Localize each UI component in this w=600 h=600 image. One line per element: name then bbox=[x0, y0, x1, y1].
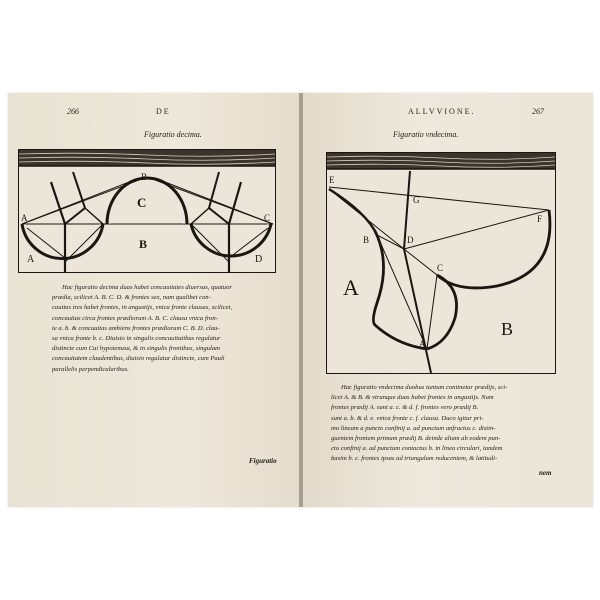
label-a-bottom: A bbox=[27, 254, 35, 265]
catchword: nem bbox=[539, 469, 552, 477]
text-line: prædia, scilicet A. B. C. D. & frontes sex, nam qualibet con- bbox=[52, 294, 211, 302]
text-line: frontes prædij A. sunt a. c. & d. f. frontes vero prædij B. bbox=[331, 404, 479, 412]
text-line: cto confinij a. ad punctum contactus b. in linea circulari, tandem bbox=[331, 445, 503, 453]
woodcut-figure-vndecima bbox=[326, 152, 556, 374]
diagram-figure-decima bbox=[19, 150, 275, 272]
label-f: F bbox=[537, 214, 543, 224]
label-c: C bbox=[437, 263, 444, 273]
page-number: 266 bbox=[67, 107, 79, 116]
label-d-bottom: D bbox=[255, 254, 263, 265]
label-b-top: B bbox=[141, 172, 148, 182]
text-line: te a. b. & concauitas ambiens frontes prædiorum C. B. D. clau- bbox=[52, 324, 220, 332]
book-spread bbox=[8, 93, 593, 507]
text-line: basim b. c. frontes ipsas ad triangulum reducentem, & latitudi- bbox=[331, 455, 498, 463]
text-line: parallelis perpendicularibus. bbox=[52, 365, 129, 373]
label-b-lower: B bbox=[139, 237, 148, 251]
running-head: DE bbox=[156, 107, 171, 116]
label-a-small: A bbox=[419, 339, 426, 349]
text-line: cauitas tres habet frontes, in angustijs, vnica fronte clausas, scilicet, bbox=[52, 304, 233, 312]
text-line: Hac figuratio vndecima duobus tantum continetur prædijs, sci- bbox=[341, 384, 508, 391]
label-c-center: C bbox=[137, 195, 147, 210]
label-a-large: A bbox=[343, 275, 359, 300]
label-c-right: C bbox=[264, 213, 271, 223]
text-line: sa vnica fronte b. c. Diuisio in singulis concauitatibus regulatur bbox=[52, 335, 221, 343]
label-b-small: B bbox=[363, 235, 370, 245]
text-line: distincte cum Cai hypotenusa, & in singulis frontibus, singulam bbox=[52, 345, 220, 353]
left-page bbox=[8, 93, 300, 507]
text-line: Hac figuratio decima duas habet concauitates diuersas, quatuor bbox=[62, 284, 232, 291]
page-number: 267 bbox=[532, 107, 544, 116]
right-page bbox=[303, 93, 593, 507]
figure-caption: Figuratio vndecima. bbox=[393, 130, 459, 139]
diagram-figure-vndecima bbox=[327, 153, 555, 373]
label-d: D bbox=[407, 235, 414, 245]
text-line: guentem frontem primam prædij B. deinde aliam ab eodem pun- bbox=[331, 435, 501, 443]
text-line: concauitas circa frontes prædiorum A. B. C. clausa vnica fron- bbox=[52, 314, 218, 322]
figure-caption: Figuratio decima. bbox=[144, 130, 202, 139]
text-line: concauitatem claudentibus, diuisio regulatur distincte, cum Pauli bbox=[52, 355, 225, 363]
label-g: G bbox=[413, 195, 420, 205]
text-line: mo lineam a puncto confinij a. ad punctum anfractus c. distin- bbox=[331, 424, 496, 432]
label-a-left: A bbox=[21, 213, 28, 223]
catchword: Figuratio bbox=[249, 457, 277, 465]
running-head: ALLVVIONE. bbox=[408, 107, 476, 116]
body-text bbox=[331, 383, 558, 465]
text-line: licet A. & B. & vtrunque duas habet frontes in angustijs. Nam bbox=[331, 394, 494, 402]
body-text bbox=[52, 283, 284, 375]
woodcut-figure-decima bbox=[18, 149, 276, 273]
text-line: sunt a. b. & d. e. vnica fronte c. f. clausa. Duco igitur pri- bbox=[331, 414, 484, 422]
label-b-large: B bbox=[501, 319, 514, 339]
label-e: E bbox=[329, 175, 335, 185]
